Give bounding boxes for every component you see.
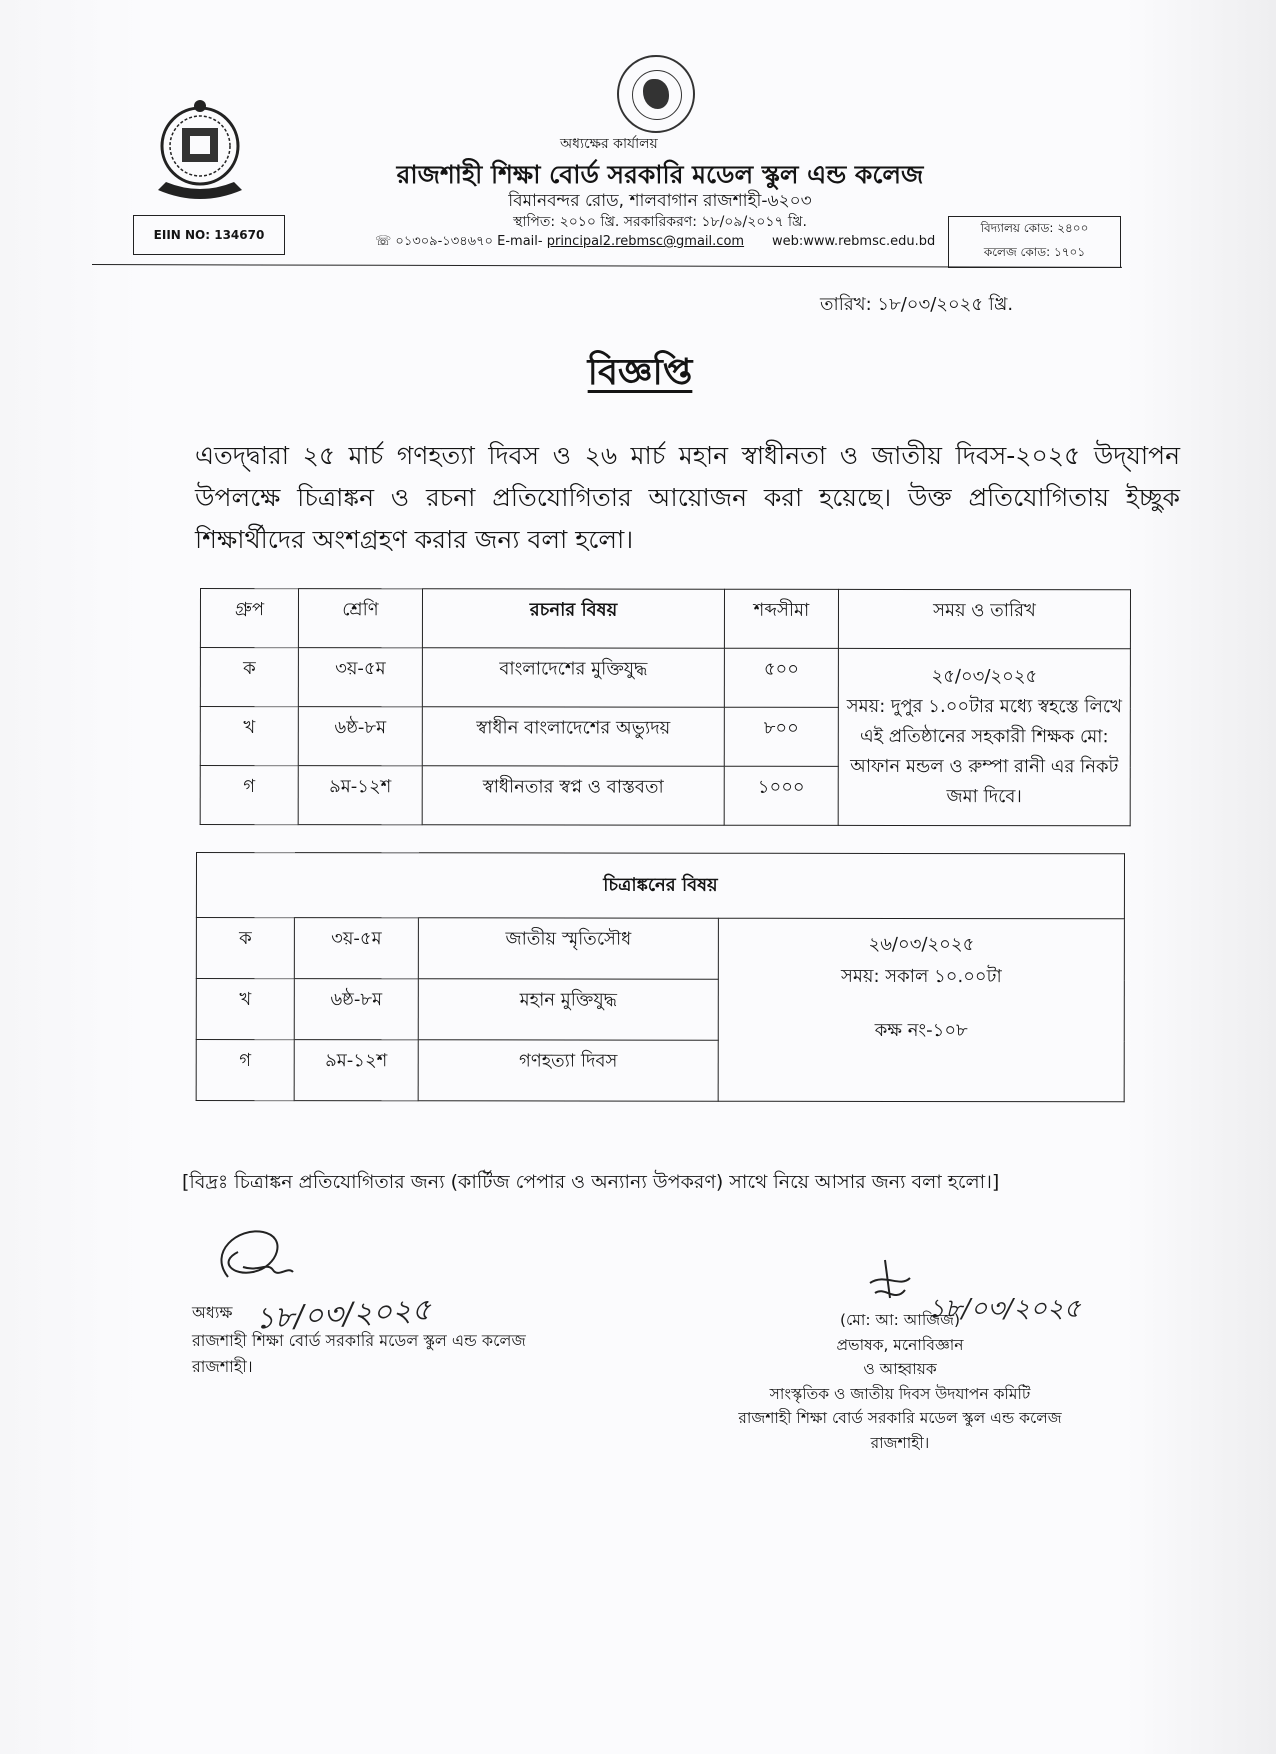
class-cell: ৬ষ্ঠ-৮ম (294, 979, 418, 1040)
eiin-text: EIIN NO: 134670 (153, 228, 265, 242)
website-text[interactable]: web:www.rebmsc.edu.bd (772, 234, 936, 249)
essay-competition-table (200, 588, 1131, 826)
topic-cell: জাতীয় স্মৃতিসৌধ (418, 918, 718, 979)
class-cell: ৯ম-১২শ (294, 1040, 418, 1101)
word-limit-cell: ১০০০ (724, 766, 838, 825)
drawing-heading-row (196, 853, 1124, 919)
notice-note: [বিদ্রঃ চিত্রাঙ্কন প্রতিযোগিতার জন্য (কার্টিজ পেপার ও অন্যান্য উপকরণ) সাথে নিয়ে আসার জন্য বলা হলো।] (182, 1171, 1000, 1193)
group-cell: গ (200, 766, 298, 825)
scan-shadow-right (1126, 0, 1276, 1754)
drawing-competition-table (196, 852, 1125, 1102)
topic-cell: মহান মুক্তিযুদ্ধ (418, 979, 718, 1040)
school-logo-icon (150, 98, 250, 210)
notice-body: এতদ্দ্বারা ২৫ মার্চ গণহত্যা দিবস ও ২৬ মার্চ মহান স্বাধীনতা ও জাতীয় দিবস-২০২৫ উদ্‌যাপন উপলক্ষে চিত্রাঙ্কন ও রচনা প্রতিযোগিতার আয়োজন করা হয়েছে। উক্ত প্রতিযোগিতায় ইচ্ছুক শিক্ষার্থীদের অংশগ্রহণ করার জন্য বলা হলো। (195, 441, 1180, 554)
principal-handwritten-date: ১৮/০৩/২০২৫ (254, 1292, 432, 1337)
eiin-box (133, 215, 285, 255)
convener-handwritten-date: ১৮/০৩/২০২৫ (928, 1294, 1081, 1324)
contact-line (375, 232, 744, 253)
table-row (200, 648, 1130, 708)
group-cell: খ (196, 979, 294, 1040)
group-cell: ক (200, 648, 298, 707)
group-cell: গ (196, 1040, 294, 1101)
group-cell: খ (200, 707, 298, 766)
code-box (948, 216, 1121, 268)
drawing-schedule-date: ২৬/০৩/২০২৫ (868, 933, 975, 956)
phone-text: ☏ ০১৩০৯-১৩৪৬৭০ E-mail- (375, 234, 547, 249)
class-cell: ৩য়-৫ম (298, 648, 422, 707)
committee-name: সাংস্কৃতিক ও জাতীয় দিবস উদযাপন কমিটি (769, 1384, 1031, 1403)
topic-cell: গণহত্যা দিবস (418, 1040, 718, 1101)
principal-city: রাজশাহী। (192, 1357, 253, 1376)
table-header-row (200, 589, 1130, 649)
notice-date: তারিখ: ১৮/০৩/২০২৫ খ্রি. (820, 294, 1014, 315)
class-cell: ৯ম-১২শ (298, 766, 422, 825)
convener-designation: প্রভাষক, মনোবিজ্ঞান (836, 1335, 964, 1354)
established-line: স্থাপিত: ২০১০ খ্রি. সরকারিকরণ: ১৮/০৯/২০১৭ খ্রি. (513, 214, 807, 230)
header-essay-topic: রচনার বিষয় (422, 589, 724, 648)
principal-org: রাজশাহী শিক্ষা বোর্ড সরকারি মডেল স্কুল এন্ড কলেজ (192, 1331, 526, 1350)
essay-schedule-date: ২৫/০৩/২০২৫ (931, 666, 1038, 688)
school-name: রাজশাহী শিক্ষা বোর্ড সরকারি মডেল স্কুল এন্ড কলেজ (396, 160, 924, 189)
school-code: বিদ্যালয় কোড: ২৪০০ (980, 221, 1089, 235)
email-link[interactable]: principal2.rebmsc@gmail.com (546, 234, 745, 249)
drawing-schedule-cell (718, 918, 1124, 1102)
essay-schedule-cell (838, 648, 1130, 825)
table-row (196, 918, 1124, 980)
convener-city: রাজশাহী। (870, 1433, 930, 1452)
class-cell: ৩য়-৫ম (294, 918, 418, 979)
college-code: কলেজ কোড: ১৭০১ (983, 245, 1086, 259)
header-class: শ্রেণি (298, 589, 422, 648)
topic-cell: স্বাধীনতার স্বপ্ন ও বাস্তবতা (422, 766, 724, 825)
convener-name: (মো: আ: আজিজ) (839, 1311, 961, 1329)
group-cell: ক (196, 918, 294, 979)
drawing-schedule-room: কক্ষ নং-১০৮ (874, 1019, 968, 1042)
principal-title: অধ্যক্ষ (192, 1303, 233, 1322)
word-limit-cell: ৮০০ (724, 707, 838, 766)
header-time-date: সময় ও তারিখ (838, 589, 1130, 648)
topic-cell: স্বাধীন বাংলাদেশের অভ্যুদয় (422, 707, 724, 766)
class-cell: ৬ষ্ঠ-৮ম (298, 707, 422, 766)
notice-title: বিজ্ঞপ্তি (587, 352, 693, 393)
convener-role: ও আহ্বায়ক (863, 1360, 937, 1378)
convener-signature-icon (860, 1258, 920, 1308)
drawing-schedule-time: সময়: সকাল ১০.০০টা (840, 965, 1002, 988)
drawing-heading: চিত্রাঙ্কনের বিষয় (196, 853, 1124, 919)
word-limit-cell: ৫০০ (724, 648, 838, 707)
convener-org: রাজশাহী শিক্ষা বোর্ড সরকারি মডেল স্কুল এন্ড কলেজ (738, 1409, 1062, 1427)
header-group: গ্রুপ (200, 589, 298, 648)
government-seal-icon (617, 55, 695, 133)
topic-cell: বাংলাদেশের মুক্তিযুদ্ধ (422, 648, 724, 707)
essay-schedule-text: সময়: দুপুর ১.০০টার মধ্যে স্বহস্তে লিখে এই প্রতিষ্ঠানের সহকারী শিক্ষক মো: আফান মন্ডল ও রুম্পা রানী এর নিকট জমা দিবে। (846, 695, 1122, 808)
school-address: বিমানবন্দর রোড, শালবাগান রাজশাহী-৬২০৩ (508, 191, 812, 211)
convener-signature-block (680, 1308, 1120, 1455)
header-word-limit: শব্দসীমা (724, 589, 838, 648)
office-label: অধ্যক্ষের কার্যালয় (560, 136, 658, 152)
